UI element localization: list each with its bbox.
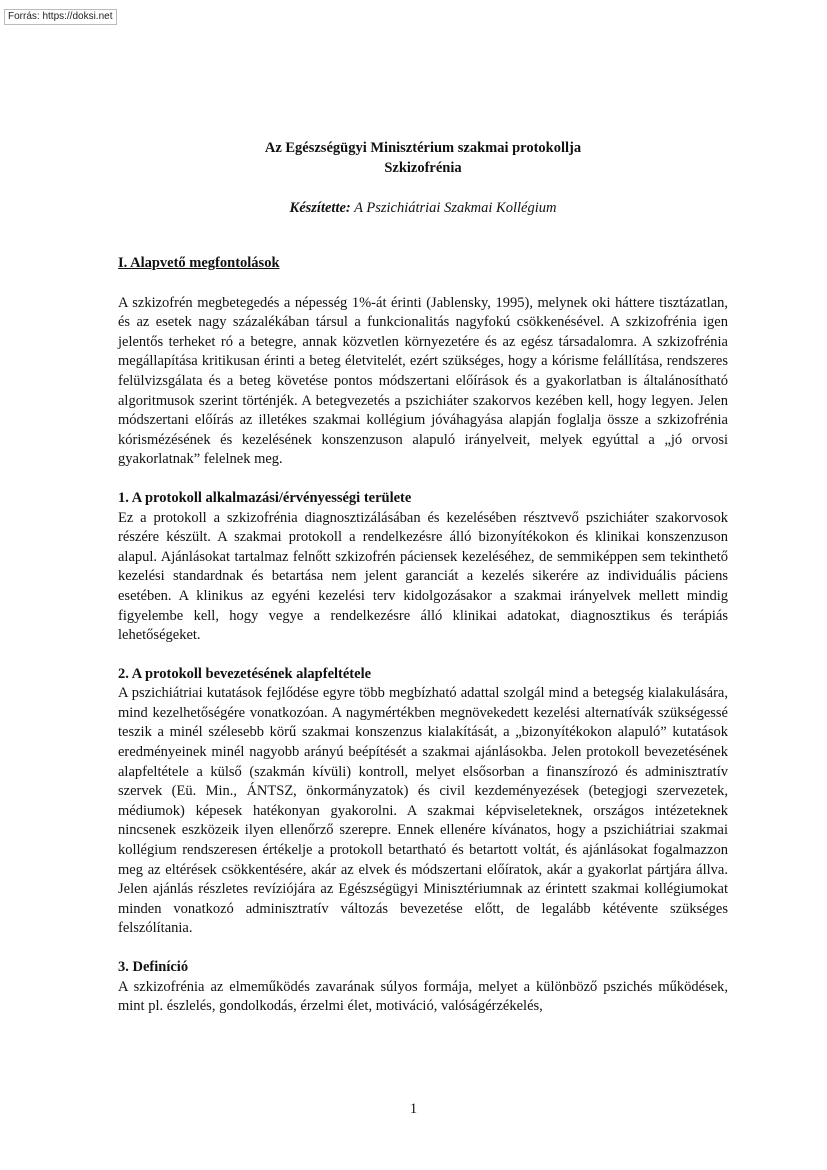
source-label: Forrás: https://doksi.net — [4, 9, 117, 25]
author-line — [118, 198, 728, 218]
document-subtitle: Szkizofrénia — [384, 160, 462, 176]
section-heading: 1. A protokoll alkalmazási/érvényességi területe — [118, 489, 412, 506]
section-paragraph: Ez a protokoll a szkizofrénia diagnosztizálásában és kezelésében résztvevő pszichiáter szakorvosok részére készült. A szakmai protokoll a rendelkezésre álló bizonyítékokon és klinikai konszenzuson alapul. Ajánlásokat tartalmaz felnőtt szkizofrén páciensek kezeléséhez, de semmiképpen sem tekinthető kezelési standardnak és betartása nem jelent garanciát a kezelés sikerére az individuális páciens esetében. A klinikus az egyéni kezelési terv kidolgozásakor a szakmai irányelvek mellett mindig figyelembe kell, hogy vegye a rendelkezésre álló klinikai adatokat, diagnosztikus és terápiás lehetőségeket. — [118, 509, 728, 644]
intro-paragraph: A szkizofrén megbetegedés a népesség 1%-át érinti (Jablensky, 1995), melynek oki háttere tisztázatlan, és az esetek nagy százalékában társul a funkcionalitás nagyfokú csökkenésével. A szkizofrénia igen jelentős terheket ró a betegre, annak közvetlen környezetére és az egész társadalomra. A szkizofrénia megállapítása kritikusan érinti a beteg életvitelét, ezért szükséges, hogy a kórisme felállítása, rendszeres felülvizsgálata és a beteg követése pontos módszertani előírások és a gyakorlatban is általánosítható algoritmusok szerint történjék. A betegvezetés a pszichiáter szakorvos kezében kell, hogy legyen. Jelen módszertani előírás az illetékes szakmai kollégium jóváhagyása alapján foglalja össze a szkizofrénia kórismézésének és kezelésének konszenzuson alapuló irányelveit, melyek egyúttal a „jó orvosi gyakorlatnak” felelnek meg. — [118, 294, 728, 468]
section-paragraph: A szkizofrénia az elmeműködés zavarának súlyos formája, melyet a különböző pszichés működések, mint pl. észlelés, gondolkodás, érzelmi élet, motiváció, valóságérzékelés, — [118, 978, 728, 1015]
section-paragraph: A pszichiátriai kutatások fejlődése egyre több megbízható adattal szolgál mind a betegség kialakulására, mind kezelhetőségére vonatkozóan. A nagymértékben megnövekedett kezelési alternatívák szükségessé teszik a minél szélesebb körű szakmai konszenzus kialakítását, a „bizonyítékokon alapuló” kutatások eredményeinek minél nagyobb arányú beépítését a szakmai ajánlásokba. Jelen protokoll bevezetésének alapfeltétele a külső (szakmán kívüli) kontroll, melyet elsősorban a finanszírozó és adminisztratív szervek (Eü. Min., ÁNTSZ, önkormányzatok) és civil kezdeményezések (betegjogi szervezetek, médiumok) képesek hatékonyan gyakorolni. A szakmai képviseleteknek, országos intézeteknek nincsenek eszközeik ilyen ellenőrző szerepre. Ennek ellenére kívánatos, hogy a pszichiátriai szakmai kollégium rendszeresen értékelje a protokoll betartható és betartott voltát, és ajánlásokat fogalmazzon meg az eltérések csökkentésére, akár az elvek és módszertani előíratok, akár a gyakorlat pártjára állva. Jelen ajánlás részletes revíziójára az Egészségügyi Minisztériumnak az érintett szakmai kollégiumokat minden vonatkozó adminisztratív változás bevezetése előtt, de legalább kétévente szükséges felszólítania. — [118, 685, 728, 937]
section-heading: 3. Definíció — [118, 959, 189, 975]
page-number: 1 — [409, 1101, 418, 1117]
author-label: Készítette: — [289, 200, 351, 216]
title-block — [118, 138, 728, 178]
main-heading: I. Alapvető megfontolások — [118, 255, 280, 271]
document-title: Az Egészségügyi Minisztérium szakmai protokollja — [264, 140, 582, 156]
document-body — [118, 254, 728, 1017]
section-heading: 2. A protokoll bevezetésének alapfeltétele — [118, 665, 372, 682]
author-value: A Pszichiátriai Szakmai Kollégium — [350, 200, 557, 216]
